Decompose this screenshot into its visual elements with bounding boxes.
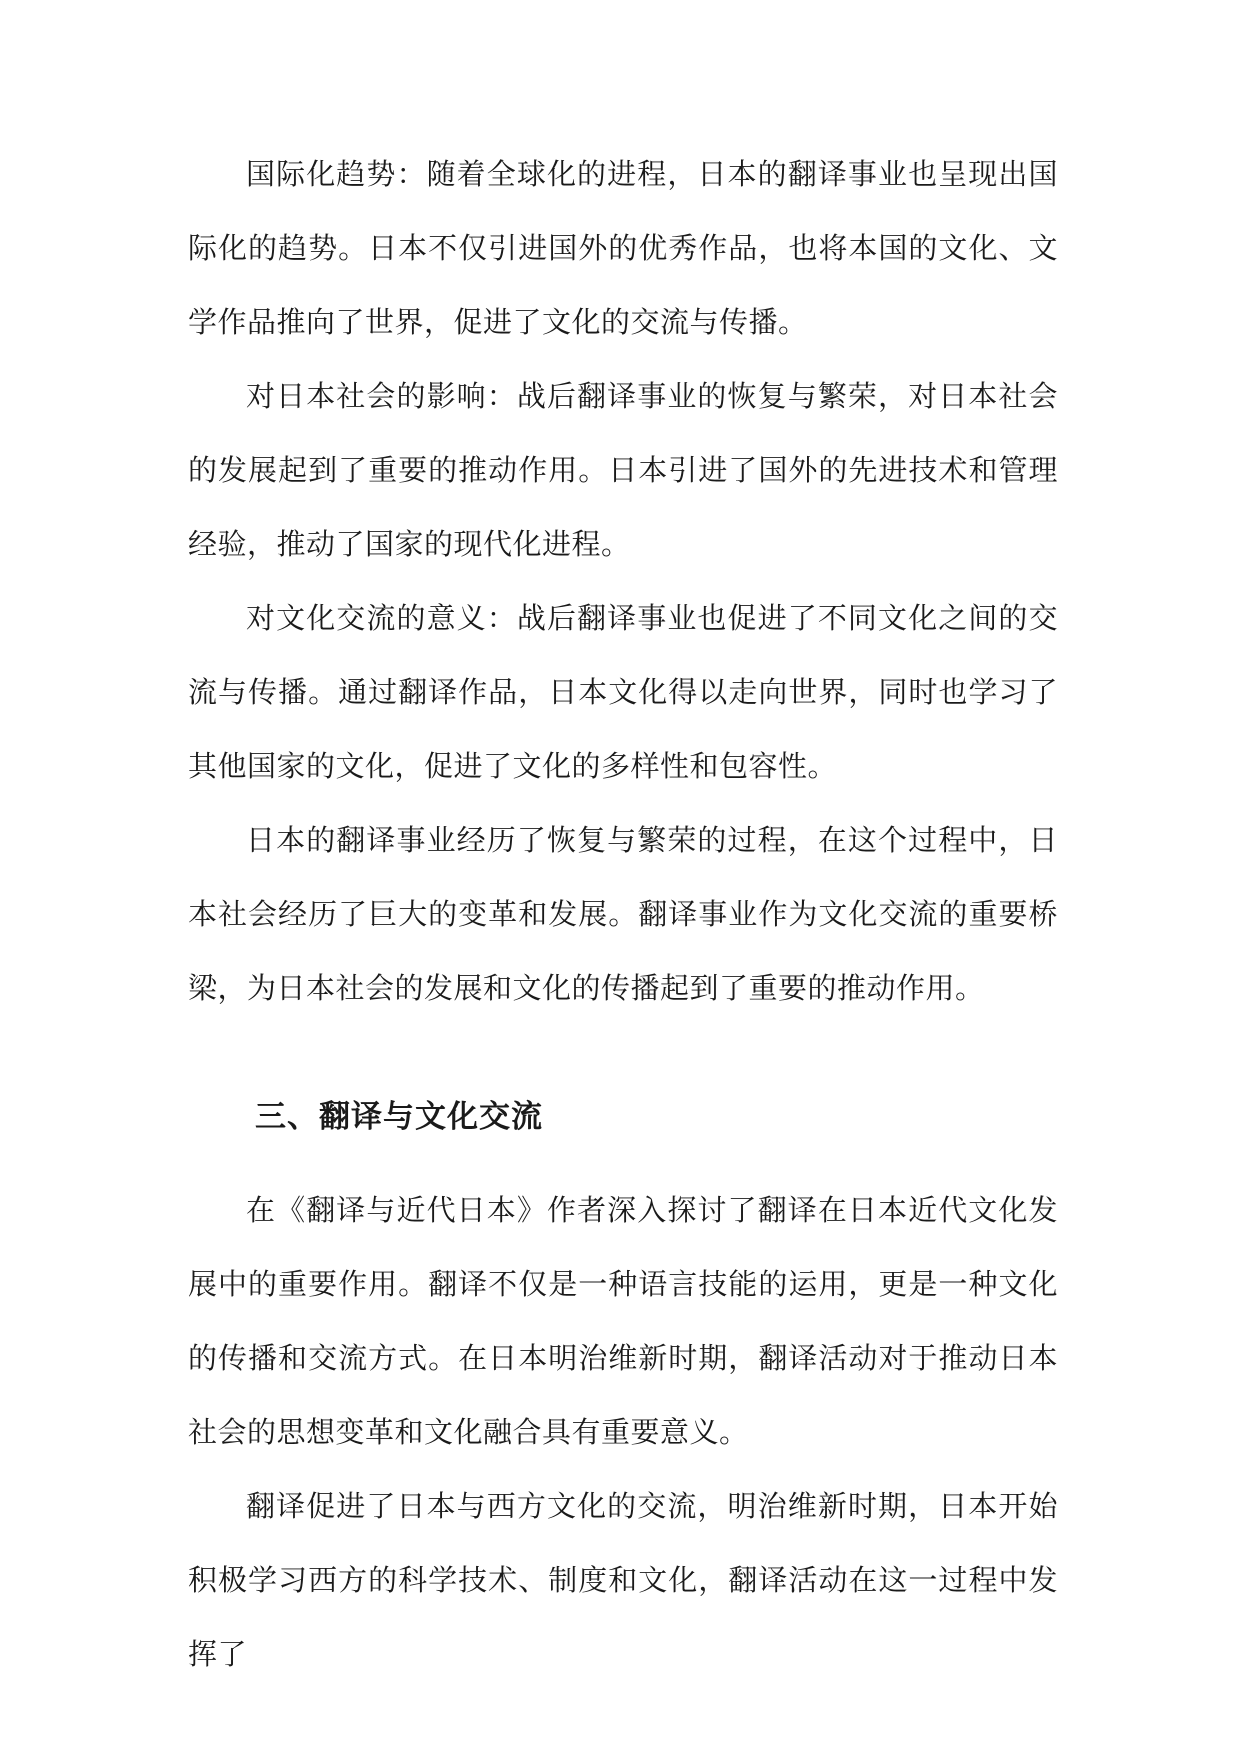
paragraph-translation-and-modern-japan: 在《翻译与近代日本》作者深入探讨了翻译在日本近代文化发展中的重要作用。翻译不仅是一种语言技能的运用，更是一种文化的传播和交流方式。在日本明治维新时期，翻译活动对于推动日本社会的思想变革和文化融合具有重要意义。 [188,1193,1058,1449]
section-heading: 三、翻译与文化交流 [255,1099,543,1135]
paragraph-impact-on-society: 对日本社会的影响：战后翻译事业的恢复与繁荣，对日本社会的发展起到了重要的推动作用。日本引进了国外的先进技术和管理经验，推动了国家的现代化进程。 [188,379,1058,561]
paragraph-internationalization-trend: 国际化趋势：随着全球化的进程，日本的翻译事业也呈现出国际化的趋势。日本不仅引进国外的优秀作品，也将本国的文化、文学作品推向了世界，促进了文化的交流与传播。 [188,157,1058,339]
paragraph-cultural-exchange-significance: 对文化交流的意义：战后翻译事业也促进了不同文化之间的交流与传播。通过翻译作品，日本文化得以走向世界，同时也学习了其他国家的文化，促进了文化的多样性和包容性。 [188,601,1058,783]
paragraph-summary: 日本的翻译事业经历了恢复与繁荣的过程，在这个过程中，日本社会经历了巨大的变革和发展。翻译事业作为文化交流的重要桥梁，为日本社会的发展和文化的传播起到了重要的推动作用。 [188,823,1058,1005]
paragraph-japan-west-exchange: 翻译促进了日本与西方文化的交流，明治维新时期，日本开始积极学习西方的科学技术、制度和文化，翻译活动在这一过程中发挥了 [188,1489,1058,1671]
